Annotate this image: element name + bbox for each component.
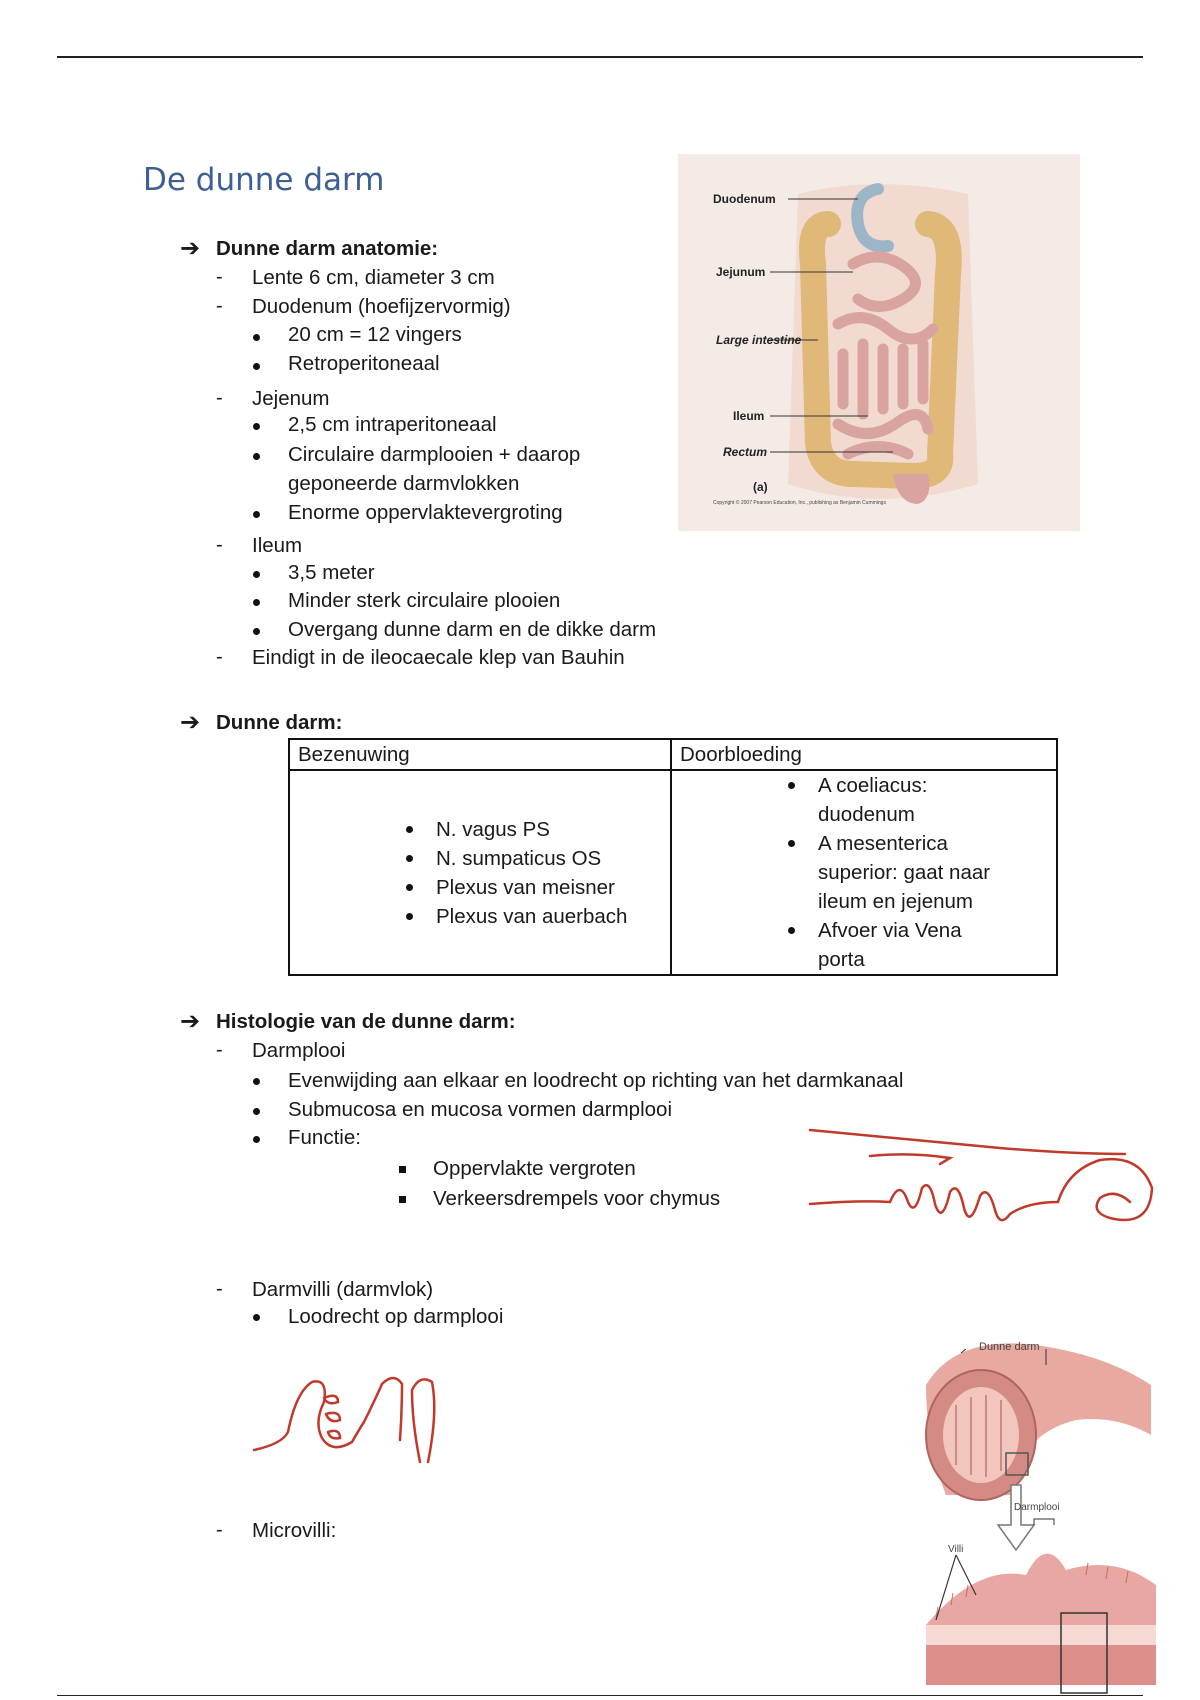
histology-subitem: Functie: <box>288 1126 361 1149</box>
anatomy-item: Lente 6 cm, diameter 3 cm <box>252 266 495 289</box>
table-list-item: Afvoer via Vena porta <box>782 916 1012 974</box>
bullet-dot <box>253 511 260 518</box>
arrow-right-icon: ➔ <box>180 709 201 736</box>
anatomy-subitem: Overgang dunne darm en de dikke darm <box>288 618 657 641</box>
bullet-square <box>399 1166 406 1173</box>
dash-bullet: - <box>216 295 223 317</box>
label-dunne-darm: Dunne darm <box>979 1341 1040 1353</box>
label-villi: Villi <box>948 1544 964 1555</box>
villi-sketch <box>252 1362 446 1466</box>
dash-bullet: - <box>216 387 223 409</box>
label-darmplooi: Darmplooi <box>1014 1502 1060 1513</box>
dash-bullet: - <box>216 1519 223 1541</box>
histology-subsubitem: Oppervlakte vergroten <box>433 1157 636 1180</box>
histology-subitem: Submucosa en mucosa vormen darmplooi <box>288 1098 672 1121</box>
table-list-item: A coeliacus: duodenum <box>782 771 1012 829</box>
arrow-right-icon: ➔ <box>180 1008 201 1035</box>
anatomy-subitem: 2,5 cm intraperitoneaal <box>288 413 497 436</box>
table-heading: Dunne darm: <box>216 711 343 734</box>
anatomy-item: Eindigt in de ileocaecale klep van Bauhin <box>252 646 625 669</box>
bullet-dot <box>253 453 260 460</box>
bullet-square <box>399 1196 406 1203</box>
page-title: De dunne darm <box>143 162 385 198</box>
anatomy-item: Ileum <box>252 534 303 557</box>
histology-heading: Histologie van de dunne darm: <box>216 1010 516 1033</box>
innervation-blood-supply-table <box>288 738 1058 976</box>
cell-bezenuwing <box>289 770 671 975</box>
dash-bullet: - <box>216 1039 223 1061</box>
label-rectum: Rectum <box>723 445 768 459</box>
label-ileum: Ileum <box>733 409 765 423</box>
anatomy-subitem: 3,5 meter <box>288 561 375 584</box>
anatomy-subitem-cont: geponeerde darmvlokken <box>288 472 520 495</box>
anatomy-subitem: Enorme oppervlaktevergroting <box>288 501 563 524</box>
dash-bullet: - <box>216 266 223 288</box>
col-header-bezenuwing: Bezenuwing <box>289 739 671 770</box>
histology-subitem: Loodrecht op darmplooi <box>288 1305 504 1328</box>
anatomy-subitem: 20 cm = 12 vingers <box>288 323 462 346</box>
table-list-item: N. sumpaticus OS <box>400 844 662 873</box>
histology-item: Darmvilli (darmvlok) <box>252 1278 434 1301</box>
histology-subitem: Evenwijding aan elkaar en loodrecht op richting van het darmkanaal <box>288 1069 904 1092</box>
anatomy-subitem: Circulaire darmplooien + daarop <box>288 443 581 466</box>
histology-subsubitem: Verkeersdrempels voor chymus <box>433 1187 721 1210</box>
bullet-dot <box>253 628 260 635</box>
bullet-dot <box>253 334 260 341</box>
anatomy-subitem: Minder sterk circulaire plooien <box>288 589 561 612</box>
bullet-dot <box>253 1136 260 1143</box>
label-duodenum: Duodenum <box>713 192 776 206</box>
dash-bullet: - <box>216 534 223 556</box>
label-large-intestine: Large intestine <box>716 333 802 347</box>
bullet-dot <box>253 1108 260 1115</box>
anatomy-heading: Dunne darm anatomie: <box>216 237 439 260</box>
table-list-item: Plexus van meisner <box>400 873 662 902</box>
bullet-dot <box>253 1314 260 1321</box>
small-intestine-anatomy-figure <box>678 154 1080 531</box>
footer-rule <box>57 1695 1143 1696</box>
bullet-dot <box>253 423 260 430</box>
anatomy-item: Jejenum <box>252 387 330 410</box>
table-list-item: A mesenterica superior: gaat naar ileum en jejenum <box>782 829 1012 916</box>
col-header-doorbloeding: Doorbloeding <box>671 739 1057 770</box>
bullet-dot <box>253 571 260 578</box>
table-list-item: N. vagus PS <box>400 815 662 844</box>
header-rule <box>57 56 1143 58</box>
histology-item: Microvilli: <box>252 1519 337 1542</box>
figure-copyright: Copyright © 2007 Pearson Education, Inc., publishing as Benjamin Cummings <box>713 500 886 506</box>
bullet-dot <box>253 599 260 606</box>
anatomy-item: Duodenum (hoefijzervormig) <box>252 295 511 318</box>
cell-doorbloeding <box>671 770 1057 975</box>
anatomy-subitem: Retroperitoneaal <box>288 352 440 375</box>
arrow-right-icon: ➔ <box>180 235 201 262</box>
dash-bullet: - <box>216 1278 223 1300</box>
table-list-item: Plexus van auerbach <box>400 902 662 931</box>
histology-item: Darmplooi <box>252 1039 346 1062</box>
darmplooi-sketch <box>800 1118 1162 1270</box>
dash-bullet: - <box>216 646 223 668</box>
label-jejunum: Jejunum <box>716 265 766 279</box>
intestinal-wall-figure <box>896 1325 1166 1695</box>
label-a: (a) <box>753 480 768 494</box>
bullet-dot <box>253 363 260 370</box>
bullet-dot <box>253 1078 260 1085</box>
